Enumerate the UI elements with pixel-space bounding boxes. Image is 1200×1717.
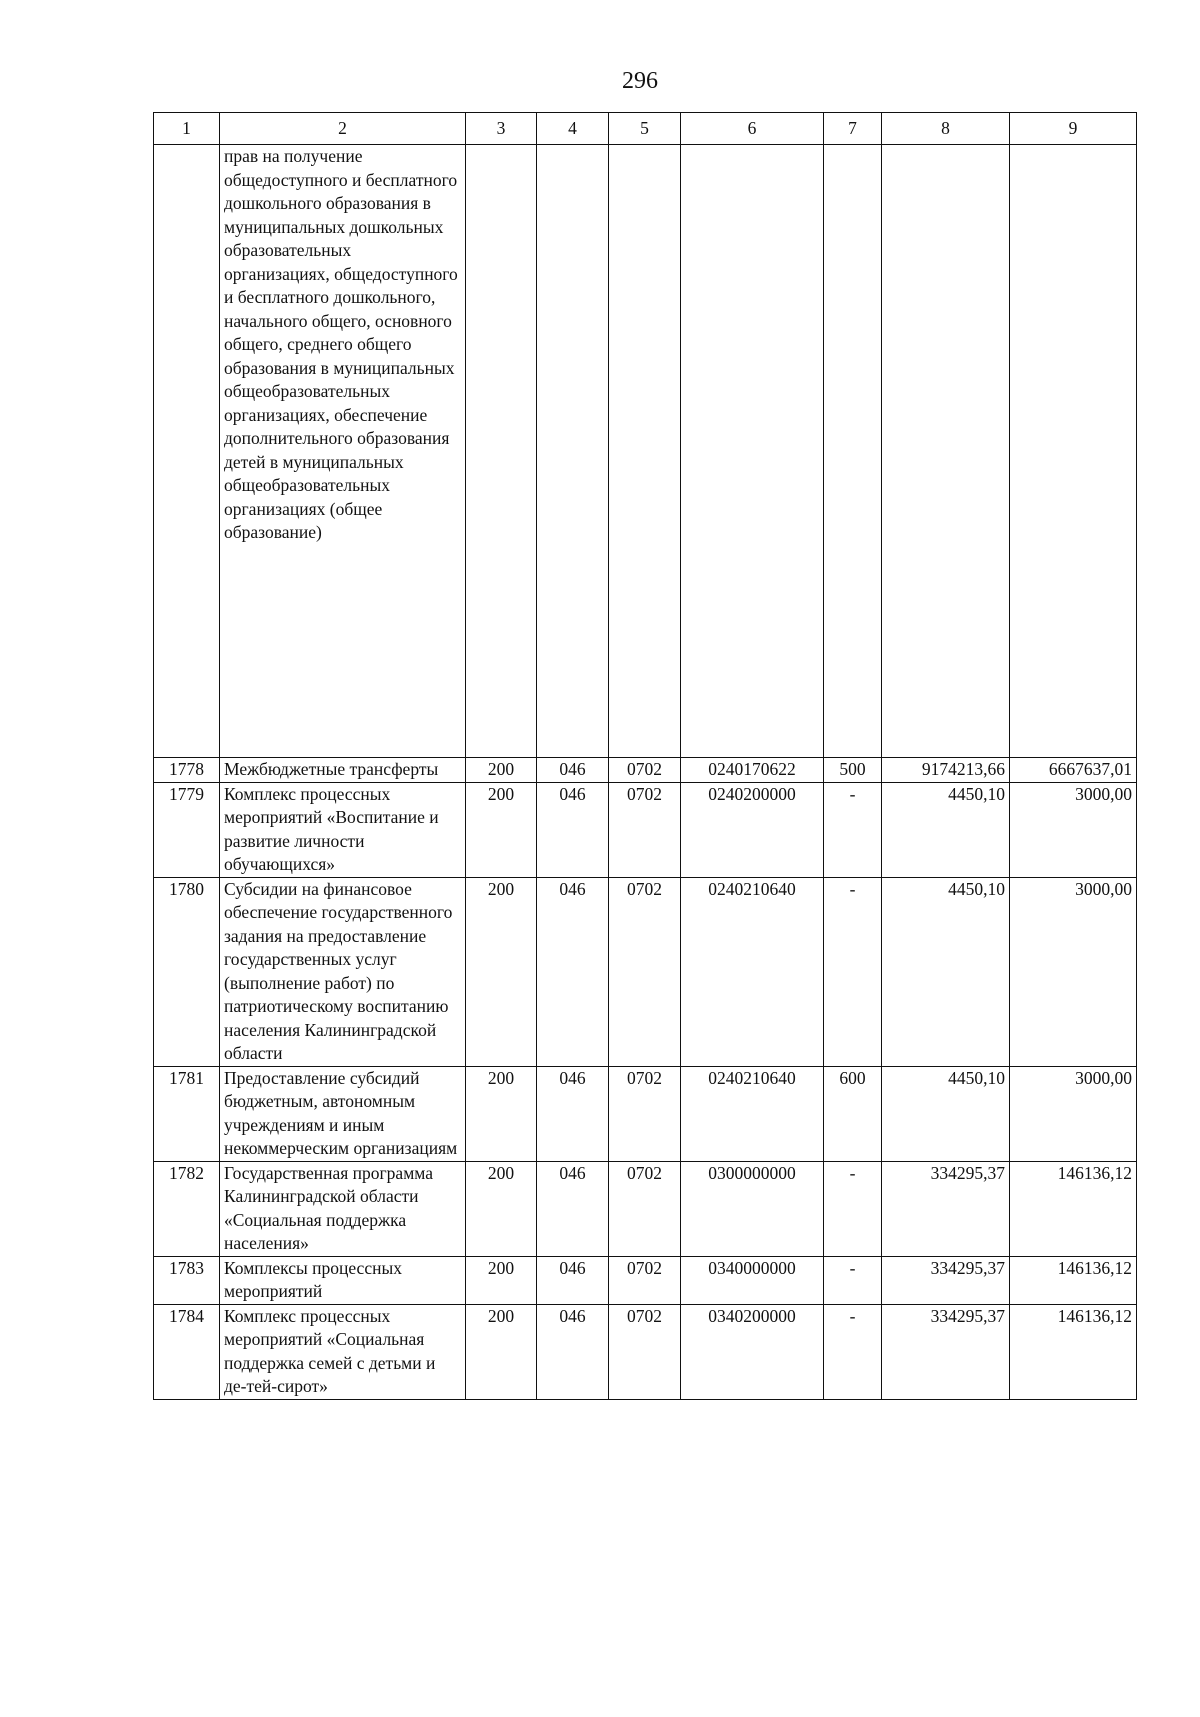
row-col-4: 046 xyxy=(537,1304,609,1399)
table-header-row xyxy=(154,113,1137,145)
header-col-8: 8 xyxy=(882,113,1010,145)
row-col-7: - xyxy=(824,1256,882,1304)
row-col-8: 334295,37 xyxy=(882,1256,1010,1304)
row-col-6: 0300000000 xyxy=(681,1161,824,1256)
row-col-6: 0240210640 xyxy=(681,877,824,1066)
cell-empty xyxy=(466,145,537,758)
table-row xyxy=(154,758,1137,783)
row-col-9: 3000,00 xyxy=(1010,1066,1137,1161)
row-col-6: 0240200000 xyxy=(681,782,824,877)
table-row xyxy=(154,782,1137,877)
header-col-7: 7 xyxy=(824,113,882,145)
budget-table xyxy=(153,112,1137,1400)
cell-empty xyxy=(537,145,609,758)
row-number: 1781 xyxy=(154,1066,220,1161)
row-col-9: 6667637,01 xyxy=(1010,758,1137,783)
header-col-6: 6 xyxy=(681,113,824,145)
row-col-7: - xyxy=(824,1304,882,1399)
row-name: Комплекс процессных мероприятий «Воспитание и развитие личности обучающихся» xyxy=(220,782,466,877)
row-number: 1779 xyxy=(154,782,220,877)
row-col-3: 200 xyxy=(466,758,537,783)
row-col-8: 4450,10 xyxy=(882,782,1010,877)
row-number: 1784 xyxy=(154,1304,220,1399)
row-name: Комплекс процессных мероприятий «Социальная поддержка семей с детьми и де-тей-сирот» xyxy=(220,1304,466,1399)
row-col-7: - xyxy=(824,877,882,1066)
row-col-9: 146136,12 xyxy=(1010,1161,1137,1256)
row-col-3: 200 xyxy=(466,877,537,1066)
header-col-1: 1 xyxy=(154,113,220,145)
header-col-4: 4 xyxy=(537,113,609,145)
row-number: 1783 xyxy=(154,1256,220,1304)
row-col-9: 3000,00 xyxy=(1010,877,1137,1066)
row-col-8: 334295,37 xyxy=(882,1161,1010,1256)
row-col-9: 146136,12 xyxy=(1010,1256,1137,1304)
table-row xyxy=(154,1256,1137,1304)
cell-empty xyxy=(681,145,824,758)
row-name: Межбюджетные трансферты xyxy=(220,758,466,783)
row-col-5: 0702 xyxy=(609,877,681,1066)
header-col-5: 5 xyxy=(609,113,681,145)
row-name: Комплексы процессных мероприятий xyxy=(220,1256,466,1304)
page-number: 296 xyxy=(622,68,658,94)
row-col-3: 200 xyxy=(466,782,537,877)
row-col-7: 500 xyxy=(824,758,882,783)
row-col-5: 0702 xyxy=(609,1304,681,1399)
row-col-4: 046 xyxy=(537,1161,609,1256)
row-col-4: 046 xyxy=(537,758,609,783)
row-col-3: 200 xyxy=(466,1161,537,1256)
row-name: Предоставление субсидий бюджетным, автономным учреждениям и иным некоммерческим организациям xyxy=(220,1066,466,1161)
row-col-3: 200 xyxy=(466,1066,537,1161)
row-col-4: 046 xyxy=(537,782,609,877)
cell-empty xyxy=(882,145,1010,758)
row-col-3: 200 xyxy=(466,1256,537,1304)
row-col-3: 200 xyxy=(466,1304,537,1399)
cell-empty xyxy=(824,145,882,758)
row-col-5: 0702 xyxy=(609,782,681,877)
row-col-6: 0340000000 xyxy=(681,1256,824,1304)
row-name: Государственная программа Калининградской области «Социальная поддержка населения» xyxy=(220,1161,466,1256)
table-row xyxy=(154,1161,1137,1256)
table-row xyxy=(154,1304,1137,1399)
row-col-5: 0702 xyxy=(609,758,681,783)
row-col-4: 046 xyxy=(537,1256,609,1304)
row-number: 1778 xyxy=(154,758,220,783)
row-col-7: - xyxy=(824,1161,882,1256)
continuation-text: прав на получение общедоступного и бесплатного дошкольного образования в муниципальных дошкольных образовательных организациях, общедоступного и бесплатного дошкольного, начального общего, основного общего, среднего общего образования в муниципальных общеобразовательных организациях, обеспечение дополнительного образования детей в муниципальных общеобразовательных организациях (общее образование) xyxy=(220,145,466,758)
row-col-9: 146136,12 xyxy=(1010,1304,1137,1399)
header-col-3: 3 xyxy=(466,113,537,145)
row-number: 1782 xyxy=(154,1161,220,1256)
cell-empty xyxy=(1010,145,1137,758)
row-col-8: 4450,10 xyxy=(882,1066,1010,1161)
table-row xyxy=(154,877,1137,1066)
row-col-4: 046 xyxy=(537,1066,609,1161)
row-col-5: 0702 xyxy=(609,1256,681,1304)
cell-empty xyxy=(609,145,681,758)
cell-empty xyxy=(154,145,220,758)
row-col-9: 3000,00 xyxy=(1010,782,1137,877)
header-col-9: 9 xyxy=(1010,113,1137,145)
row-name: Субсидии на финансовое обеспечение государственного задания на предоставление государственных услуг (выполнение работ) по патриотическому воспитанию населения Калининградской области xyxy=(220,877,466,1066)
row-col-7: 600 xyxy=(824,1066,882,1161)
table-row-continuation xyxy=(154,145,1137,758)
row-col-5: 0702 xyxy=(609,1161,681,1256)
table-row xyxy=(154,1066,1137,1161)
row-col-8: 334295,37 xyxy=(882,1304,1010,1399)
row-col-8: 9174213,66 xyxy=(882,758,1010,783)
row-col-6: 0340200000 xyxy=(681,1304,824,1399)
row-col-8: 4450,10 xyxy=(882,877,1010,1066)
row-col-4: 046 xyxy=(537,877,609,1066)
header-col-2: 2 xyxy=(220,113,466,145)
row-col-6: 0240170622 xyxy=(681,758,824,783)
row-col-5: 0702 xyxy=(609,1066,681,1161)
row-number: 1780 xyxy=(154,877,220,1066)
row-col-7: - xyxy=(824,782,882,877)
row-col-6: 0240210640 xyxy=(681,1066,824,1161)
